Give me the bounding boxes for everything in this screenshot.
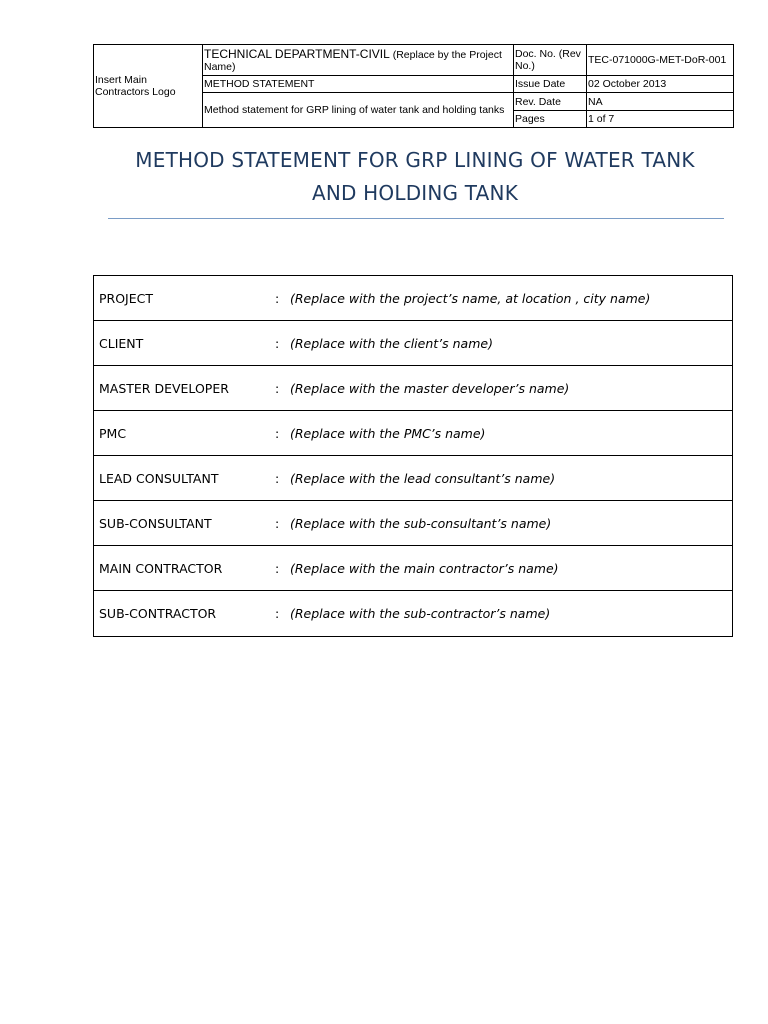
info-colon: : (275, 380, 280, 396)
doc-no-label: Doc. No. (Rev No.) (514, 45, 587, 76)
info-value: (Replace with the PMC’s name) (290, 425, 486, 441)
title-line-2: AND HOLDING TANK (311, 181, 519, 205)
info-row-sub-consultant (94, 501, 732, 546)
project-info-table (93, 275, 733, 637)
info-value: (Replace with the sub-consultant’s name) (290, 515, 552, 531)
info-value: (Replace with the master developer’s name) (290, 380, 570, 396)
info-row-client (94, 321, 732, 366)
info-colon: : (275, 290, 280, 306)
department-note: (Replace by the Project Name) (204, 48, 502, 73)
department-name: TECHNICAL DEPARTMENT-CIVIL (204, 46, 390, 61)
rev-date-value: NA (587, 93, 734, 111)
info-value: (Replace with the project’s name, at location , city name) (290, 290, 651, 306)
document-header-table (93, 44, 734, 128)
info-label: MAIN CONTRACTOR (99, 560, 223, 576)
info-row-pmc (94, 411, 732, 456)
pages-value: 1 of 7 (587, 111, 734, 128)
info-label: LEAD CONSULTANT (99, 470, 219, 486)
doc-no-value: TEC-071000G-MET-DoR-001 (587, 45, 734, 76)
doc-description: Method statement for GRP lining of water tank and holding tanks (203, 93, 514, 128)
pages-label: Pages (514, 111, 587, 128)
title-divider (108, 218, 724, 219)
info-label: SUB-CONSULTANT (99, 515, 212, 531)
doc-type: METHOD STATEMENT (203, 76, 514, 93)
info-colon: : (275, 515, 280, 531)
rev-date-label: Rev. Date (514, 93, 587, 111)
info-row-sub-contractor (94, 591, 732, 636)
issue-date-label: Issue Date (514, 76, 587, 93)
title-line-1: METHOD STATEMENT FOR GRP LINING OF WATER TANK (135, 148, 695, 172)
info-label: PMC (99, 425, 127, 441)
info-colon: : (275, 606, 280, 621)
department-cell (203, 45, 514, 76)
document-title (95, 144, 735, 210)
logo-placeholder: Insert Main Contractors Logo (94, 45, 203, 128)
info-row-project (94, 276, 732, 321)
info-label: MASTER DEVELOPER (99, 380, 229, 396)
info-value: (Replace with the main contractor’s name) (290, 560, 559, 576)
info-colon: : (275, 470, 280, 486)
info-value: (Replace with the client’s name) (290, 335, 493, 351)
info-row-master-developer (94, 366, 732, 411)
issue-date-value: 02 October 2013 (587, 76, 734, 93)
info-label: CLIENT (99, 335, 144, 351)
info-row-main-contractor (94, 546, 732, 591)
info-colon: : (275, 425, 280, 441)
info-label: SUB-CONTRACTOR (99, 606, 217, 621)
info-value: (Replace with the sub-contractor’s name) (290, 606, 551, 621)
info-colon: : (275, 560, 280, 576)
info-colon: : (275, 335, 280, 351)
info-row-lead-consultant (94, 456, 732, 501)
info-label: PROJECT (99, 290, 154, 306)
info-value: (Replace with the lead consultant’s name) (290, 470, 556, 486)
